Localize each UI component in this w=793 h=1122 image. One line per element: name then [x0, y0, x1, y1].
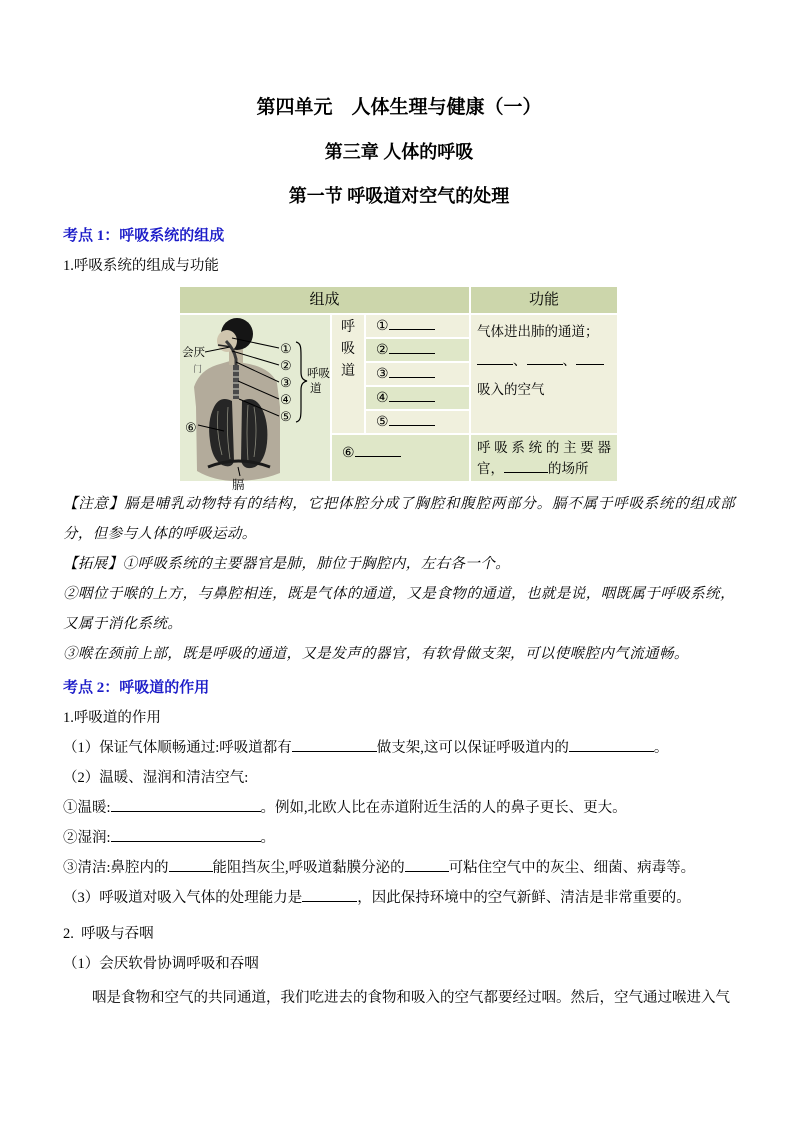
function-line-3: 吸入的空气: [477, 382, 545, 397]
diagram-num-6: ⑥: [185, 420, 197, 435]
unit-title: 第四单元 人体生理与健康（一）: [256, 97, 542, 118]
lung-function-cell: [471, 435, 617, 481]
epiglottis-subhead: （1）会厌软骨协调呼吸和吞咽: [63, 956, 259, 972]
fill-blank: [527, 350, 563, 365]
text-part: 能阻挡灰尘,呼吸道黏膜分泌的: [212, 860, 405, 876]
row-num: ①: [376, 319, 389, 334]
expand-paragraph-3: ③喉在颈前上部，既是呼吸的通道，又是发声的器官，有软骨做支架，可以使喉腔内气流通畅。: [63, 646, 689, 662]
airway-char-1: 呼: [341, 320, 355, 335]
fill-blank: [292, 737, 377, 752]
table-row: [366, 315, 469, 337]
airway-char-3: 道: [341, 364, 355, 379]
diagram-num-4: ④: [280, 392, 292, 407]
respiratory-diagram: [180, 315, 330, 491]
lung-row-cell: [332, 435, 469, 481]
fill-blank: [389, 363, 435, 378]
text-part: ③清洁:鼻腔内的: [63, 860, 169, 876]
row-num: ⑤: [376, 415, 389, 430]
note-tag: 【注意】: [63, 496, 125, 512]
fill-blank: [169, 857, 213, 872]
fill-blank: [302, 887, 357, 902]
warm-moist-clean-subhead: （2）温暖、湿润和清洁空气:: [63, 770, 249, 786]
diagram-airway-label-1: 呼吸: [307, 368, 330, 380]
text-part: 可粘住空气中的灰尘、细菌、病毒等。: [448, 860, 696, 876]
text-part: 。例如,北欧人比在赤道附近生活的人的鼻子更长、更大。: [260, 800, 627, 816]
table-row: [366, 363, 469, 385]
fill-blank: [405, 857, 449, 872]
fill-blank: [355, 442, 401, 457]
moist-line: [63, 823, 735, 853]
text-part: 做支架,这可以保证呼吸道内的: [376, 740, 569, 756]
diagram-num-3: ③: [280, 375, 292, 390]
fill-blank: [576, 350, 604, 365]
keypoint-2-heading: 考点 2：呼吸道的作用: [63, 680, 210, 696]
diagram-num-1: ①: [280, 341, 292, 356]
fill-blank: [389, 339, 435, 354]
table-row: [366, 387, 469, 409]
diagram-airway-label-2: 道: [310, 383, 322, 395]
table-header-composition: 组成: [180, 287, 469, 313]
warm-line: [63, 793, 735, 823]
clean-line: [63, 853, 735, 883]
men-label: 门: [193, 364, 203, 374]
function-line-1: 气体进出肺的通道；: [477, 324, 599, 339]
fill-blank: [477, 350, 513, 365]
table-header-function: 功能: [471, 287, 617, 313]
text-part: （3）呼吸道对吸入气体的处理能力是: [63, 890, 303, 906]
lung-function-text-2: 的场所: [548, 461, 589, 476]
brace: [296, 342, 307, 422]
text-part: ，因此保持环境中的空气新鲜、清洁是非常重要的。: [357, 890, 691, 906]
text-part: （1）保证气体顺畅通过:呼吸道都有: [63, 740, 292, 756]
text-part: ①温暖:: [63, 800, 111, 816]
table-intro: 1.呼吸系统的组成与功能: [63, 258, 219, 274]
lung-function-text-1: 呼吸系统的主要器官，: [477, 440, 611, 476]
text-part: ②湿润:: [63, 830, 111, 846]
fill-blank: [389, 315, 435, 330]
function-cell: [471, 315, 617, 433]
chapter-title: 第三章 人体的呼吸: [324, 142, 474, 162]
smooth-passage-line: [63, 733, 735, 763]
expand-tag: 【拓展】: [63, 556, 123, 572]
note-text: 膈是哺乳动物特有的结构，它把体腔分成了胸腔和腹腔两部分。膈不属于呼吸系统的组成部分，但参与人体的呼吸运动。: [63, 496, 735, 542]
row-num: ②: [376, 343, 389, 358]
row-num: ④: [376, 391, 389, 406]
text-part: 。: [653, 740, 669, 756]
text-part: 。: [260, 830, 276, 846]
row-num: ③: [376, 367, 389, 382]
function-line-2: [477, 346, 611, 375]
airway-vertical-label: [332, 315, 364, 433]
respiratory-system-table: [180, 287, 617, 492]
fill-blank: [111, 827, 261, 842]
separator: 、: [513, 353, 527, 368]
respiratory-diagram-cell: [180, 315, 330, 492]
expand-item-1: ①呼吸系统的主要器官是肺，肺位于胸腔内，左右各一个。: [122, 556, 511, 572]
fill-blank: [569, 737, 654, 752]
note-paragraph: [63, 489, 735, 549]
fill-blank: [111, 797, 261, 812]
separator: 、: [562, 353, 576, 368]
fill-blank: [389, 387, 435, 402]
table-row: [366, 411, 469, 433]
fill-blank: [504, 458, 548, 473]
trachea: [233, 365, 239, 399]
breathing-swallowing-subhead: 2. 呼吸与吞咽: [63, 926, 154, 942]
pharynx-paragraph: 咽是食物和空气的共同通道，我们吃进去的食物和吸入的空气都要经过咽。然后，空气通过喉进入气: [92, 990, 730, 1006]
section-title: 第一节 呼吸道对空气的处理: [288, 186, 510, 206]
keypoint-1-heading: 考点 1：呼吸系统的组成: [63, 228, 225, 244]
expand-paragraph-1: [63, 549, 735, 579]
fill-blank: [389, 411, 435, 426]
airway-function-subhead: 1.呼吸道的作用: [63, 710, 161, 726]
row-num: ⑥: [342, 446, 355, 461]
expand-paragraph-2: ②咽位于喉的上方，与鼻腔相连，既是气体的通道，又是食物的通道，也就是说，咽既属于呼吸系统，又属于消化系统。: [63, 586, 735, 632]
diagram-num-5: ⑤: [280, 409, 292, 424]
diaphragm-label: 膈: [232, 478, 245, 492]
airway-char-2: 吸: [341, 342, 355, 357]
capacity-line: [63, 883, 735, 913]
table-row: [366, 339, 469, 361]
diagram-num-2: ②: [280, 358, 292, 373]
epiglottis-label: 会厌: [182, 347, 205, 359]
